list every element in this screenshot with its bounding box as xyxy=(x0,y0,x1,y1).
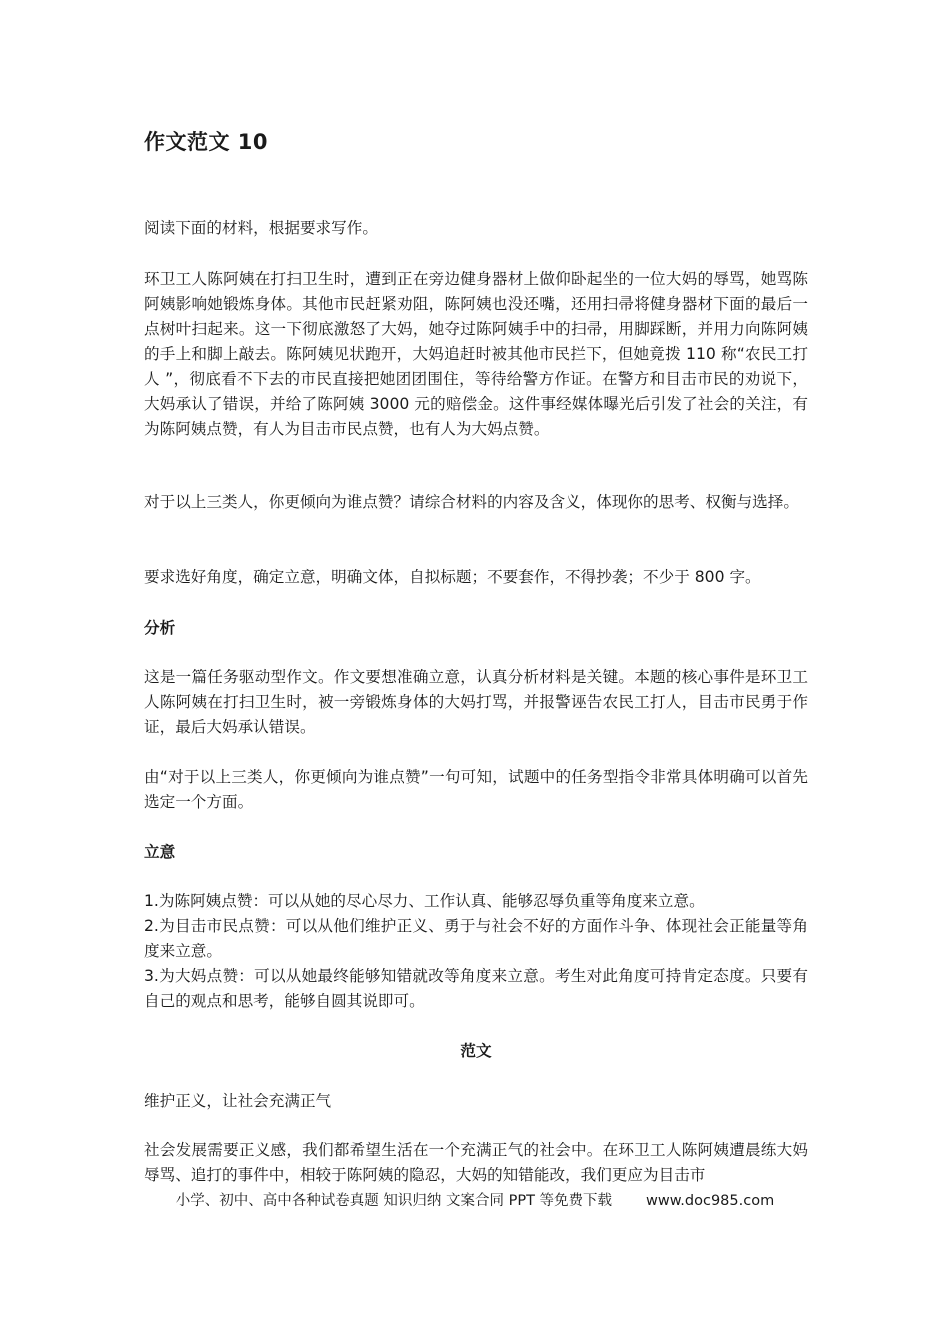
footer-text: 小学、初中、高中各种试卷真题 知识归纳 文案合同 PPT 等免费下载 xyxy=(175,1193,613,1209)
theme-item-3: 3.为大妈点赞：可以从她最终能够知错就改等角度来立意。考生对此角度可持肯定态度。只要有自己的观点和思考，能够自圆其说即可。 xyxy=(144,967,808,1010)
essay-heading: 范文 xyxy=(460,1042,492,1060)
theme-item-1: 1.为陈阿姨点赞：可以从她的尽心尽力、工作认真、能够忍辱负重等角度来立意。 xyxy=(144,892,705,910)
intro-paragraph: 阅读下面的材料，根据要求写作。 xyxy=(144,219,378,237)
essay-paragraph-1: 社会发展需要正义感，我们都希望生活在一个充满正气的社会中。在环卫工人陈阿姨遭晨练大妈辱骂、追打的事件中，相较于陈阿姨的隐忍，大妈的知错能改，我们更应为目击市 xyxy=(144,1141,808,1184)
question-paragraph: 对于以上三类人，你更倾向为谁点赞？请综合材料的内容及含义，体现你的思考、权衡与选择。 xyxy=(144,493,799,511)
analysis-heading: 分析 xyxy=(144,619,176,637)
footer-site-link[interactable]: www.doc985.com xyxy=(646,1193,775,1209)
document-title: 作文范文 10 xyxy=(144,130,269,154)
requirement-paragraph: 要求选好角度，确定立意，明确文体，自拟标题；不要套作，不得抄袭；不少于 800 字。 xyxy=(144,568,761,586)
page-footer xyxy=(0,1190,950,1212)
analysis-paragraph-2: 由“对于以上三类人，你更倾向为谁点赞”一句可知，试题中的任务型指令非常具体明确可以首先选定一个方面。 xyxy=(144,768,808,811)
analysis-paragraph-1: 这是一篇任务驱动型作文。作文要想准确立意，认真分析材料是关键。本题的核心事件是环卫工人陈阿姨在打扫卫生时，被一旁锻炼身体的大妈打骂，并报警诬告农民工打人，目击市民勇于作证，最后大妈承认错误。 xyxy=(144,668,808,736)
essay-title: 维护正义，让社会充满正气 xyxy=(144,1092,332,1110)
material-paragraph: 环卫工人陈阿姨在打扫卫生时，遭到正在旁边健身器材上做仰卧起坐的一位大妈的辱骂，她骂陈阿姨影响她锻炼身体。其他市民赶紧劝阻，陈阿姨也没还嘴，还用扫帚将健身器材下面的最后一点树叶扫起来。这一下彻底激怒了大妈，她夺过陈阿姨手中的扫帚，用脚踩断，并用力向陈阿姨的手上和脚上敲去。陈阿姨见状跑开，大妈追赶时被其他市民拦下，但她竟拨 110 称“农民工打人 ”，彻底看不下去的市民直接把她团团围住，等待给警方作证。在警方和目击市民的劝说下，大妈承认了错误，并给了陈阿姨 3000 元的赔偿金。这件事经媒体曝光后引发了社会的关注，有为陈阿姨点赞，有人为目击市民点赞，也有人为大妈点赞。 xyxy=(144,270,808,438)
theme-list xyxy=(144,889,808,1014)
theme-item-2: 2.为目击市民点赞：可以从他们维护正义、勇于与社会不好的方面作斗争、体现社会正能量等角度来立意。 xyxy=(144,917,808,960)
theme-heading: 立意 xyxy=(144,843,176,861)
